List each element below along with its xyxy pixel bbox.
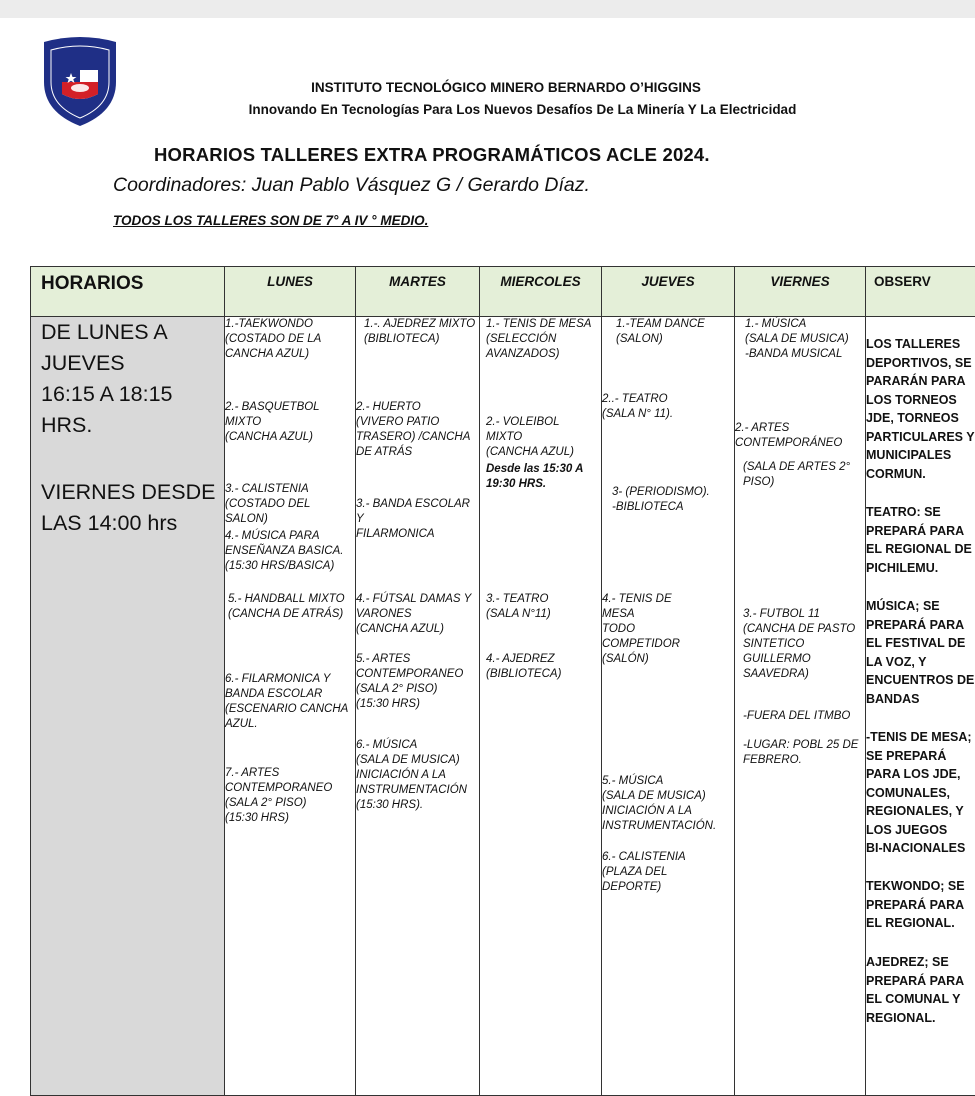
institution-tagline: Innovando En Tecnologías Para Los Nuevos Desafíos De La Minería Y La Electricidad: [0, 102, 975, 117]
document-title: HORARIOS TALLERES EXTRA PROGRAMÁTICOS ACLE 2024.: [154, 144, 710, 166]
miercoles-item-3: 3.- TEATRO (SALA N°11): [486, 592, 551, 622]
col-header-viernes: VIERNES: [735, 267, 866, 317]
weekday-hours: DE LUNES A JUEVES 16:15 A 18:15 HRS.: [41, 317, 173, 441]
jueves-item-2: 2..- TEATRO (SALA N° 11).: [602, 392, 673, 422]
jueves-cell: [602, 317, 735, 1096]
miercoles-item-1: 1.- TENIS DE MESA (SELECCIÓN AVANZADOS): [486, 317, 591, 362]
table-row: [31, 317, 975, 1096]
col-header-jueves: JUEVES: [602, 267, 735, 317]
col-header-horarios: HORARIOS: [31, 267, 225, 317]
lunes-item-5: 5.- HANDBALL MIXTO (CANCHA DE ATRÁS): [228, 592, 345, 622]
viernes-cell: [735, 317, 866, 1096]
martes-item-2: 2.- HUERTO (VIVERO PATIO TRASERO) /CANCHA DE ATRÁS: [356, 400, 470, 460]
col-header-lunes: LUNES: [225, 267, 356, 317]
observ-note-4: -TENIS DE MESA; SE PREPARÁ PARA LOS JDE, COMUNALES, REGIONALES, Y LOS JUEGOS BI-NACIONALES: [866, 728, 972, 858]
lunes-item-1: 1.-TAEKWONDO (COSTADO DE LA CANCHA AZUL): [225, 317, 321, 362]
martes-item-1: 1.-. AJEDREZ MIXTO (BIBLIOTECA): [364, 317, 475, 347]
viernes-item-3: 3.- FUTBOL 11 (CANCHA DE PASTO SINTETICO GUILLERMO SAAVEDRA): [743, 607, 855, 682]
observ-note-2: TEATRO: SE PREPARÁ PARA EL REGIONAL DE PICHILEMU.: [866, 503, 972, 577]
viernes-item-2-location: (SALA DE ARTES 2° PISO): [743, 460, 850, 490]
lunes-item-6: 6.- FILARMONICA Y BANDA ESCOLAR (ESCENARIO CANCHA AZUL.: [225, 672, 348, 732]
jueves-item-6: 6.- CALISTENIA (PLAZA DEL DEPORTE): [602, 850, 686, 895]
martes-cell: [356, 317, 480, 1096]
lunes-item-2: 2.- BASQUETBOL MIXTO (CANCHA AZUL): [225, 400, 320, 445]
schedule-table: [30, 266, 975, 1096]
martes-item-3: 3.- BANDA ESCOLAR Y FILARMONICA: [356, 497, 479, 542]
martes-item-6: 6.- MÚSICA (SALA DE MUSICA) INICIACIÓN A LA INSTRUMENTACIÓN (15:30 HRS).: [356, 738, 467, 813]
friday-hours: VIERNES DESDE LAS 14:00 hrs: [41, 477, 215, 539]
col-header-martes: MARTES: [356, 267, 480, 317]
lunes-item-7: 7.- ARTES CONTEMPORANEO (SALA 2° PISO) (15:30 HRS): [225, 766, 332, 826]
miercoles-cell: [480, 317, 602, 1096]
observ-note-3: MÚSICA; SE PREPARÁ PARA EL FESTIVAL DE LA VOZ, Y ENCUENTROS DE BANDAS: [866, 597, 974, 708]
coordinators-line: Coordinadores: Juan Pablo Vásquez G / Gerardo Díaz.: [113, 174, 590, 197]
lunes-item-3: 3.- CALISTENIA (COSTADO DEL SALON): [225, 482, 355, 527]
horarios-cell: [31, 317, 225, 1096]
miercoles-item-2: 2.- VOLEIBOL MIXTO (CANCHA AZUL): [486, 415, 574, 460]
observ-note-5: TEKWONDO; SE PREPARÁ PARA EL REGIONAL.: [866, 877, 965, 933]
jueves-item-4: 4.- TENIS DE MESA TODO COMPETIDOR (SALÓN): [602, 592, 680, 667]
observ-note-1: LOS TALLERES DEPORTIVOS, SE PARARÁN PARA LOS TORNEOS JDE, TORNEOS PARTICULARES Y MUNICIPALES CORMUN.: [866, 335, 975, 483]
jueves-item-5: 5.- MÚSICA (SALA DE MUSICA) INICIACIÓN A LA INSTRUMENTACIÓN.: [602, 774, 716, 834]
observ-note-6: AJEDREZ; SE PREPARÁ PARA EL COMUNAL Y REGIONAL.: [866, 953, 964, 1027]
institution-name: INSTITUTO TECNOLÓGICO MINERO BERNARDO O’HIGGINS: [0, 80, 975, 95]
col-header-miercoles: MIERCOLES: [480, 267, 602, 317]
martes-item-5: 5.- ARTES CONTEMPORANEO (SALA 2° PISO) (15:30 HRS): [356, 652, 463, 712]
levels-note: TODOS LOS TALLERES SON DE 7° A IV ° MEDIO.: [113, 213, 428, 228]
observ-cell: [866, 317, 975, 1096]
jueves-item-1: 1.-TEAM DANCE (SALON): [616, 317, 705, 347]
lunes-item-4: 4.- MÚSICA PARA ENSEÑANZA BASICA. (15:30 HRS/BASICA): [225, 529, 343, 574]
miercoles-schedule-note: Desde las 15:30 A 19:30 HRS.: [486, 462, 583, 492]
table-header-row: [31, 267, 975, 317]
viernes-item-3-note: -FUERA DEL ITMBO: [743, 709, 850, 724]
lunes-cell: [225, 317, 356, 1096]
col-header-observ: OBSERV: [866, 267, 975, 317]
viernes-item-1: 1.- MÚSICA (SALA DE MUSICA) -BANDA MUSICAL: [745, 317, 849, 362]
top-bar: [0, 0, 975, 18]
jueves-item-3: 3- (PERIODISMO). -BIBLIOTECA: [612, 485, 710, 515]
viernes-item-2: 2.- ARTES CONTEMPORÁNEO: [735, 421, 842, 451]
martes-item-4: 4.- FÚTSAL DAMAS Y VARONES (CANCHA AZUL): [356, 592, 471, 637]
viernes-item-3-location: -LUGAR: POBL 25 DE FEBRERO.: [743, 738, 858, 768]
miercoles-item-4: 4.- AJEDREZ (BIBLIOTECA): [486, 652, 561, 682]
